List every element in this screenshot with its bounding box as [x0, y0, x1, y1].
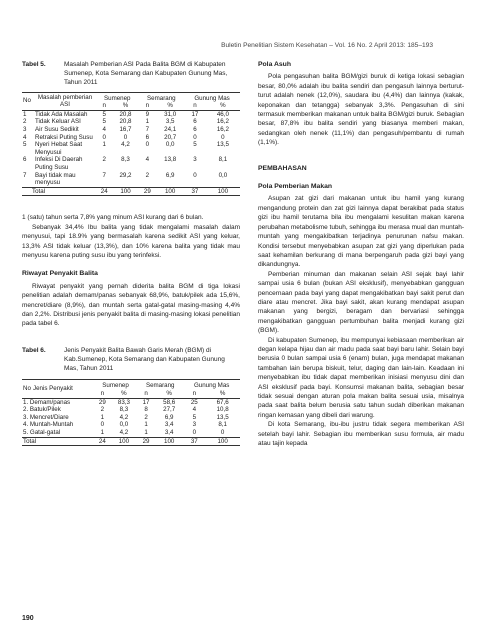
table-cell: 8,3: [119, 406, 129, 414]
table-row: [22, 414, 240, 422]
table-cell: 2: [144, 413, 148, 421]
table-cell: 1: [144, 428, 148, 436]
table-cell: 29: [98, 398, 106, 406]
table-cell: 29: [142, 437, 150, 445]
table-row: [22, 110, 240, 118]
table-row: [22, 406, 240, 414]
table-cell: 6: [193, 125, 197, 133]
table-cell: 0: [193, 133, 197, 141]
table-cell: 0: [221, 133, 225, 141]
table-cell: 4: [23, 133, 27, 141]
table-cell: 5: [23, 141, 27, 149]
table-cell: 7: [23, 171, 27, 179]
table-cell: 5: [102, 118, 106, 126]
left-column: [22, 60, 240, 446]
table-cell: 3,4: [164, 421, 174, 429]
table5-col-masalah: Masalah pemberian ASI: [37, 93, 93, 109]
table-cell: 20,8: [119, 118, 132, 126]
table-row: [22, 172, 240, 188]
table-cell: 29,2: [119, 171, 132, 179]
table-cell: 83,3: [117, 398, 130, 406]
table-row: [22, 398, 240, 406]
table-cell: 16,2: [216, 125, 229, 133]
table-cell: 0: [220, 428, 225, 436]
table-cell: 100: [217, 187, 229, 195]
table-cell: 8: [144, 406, 148, 414]
table-cell: 5: [102, 110, 106, 118]
section-heading-pola-asuh: Pola Asuh: [258, 61, 291, 68]
table-cell: 3. Mencret/Diare: [23, 413, 69, 421]
table-cell: 1: [100, 428, 105, 436]
table-cell: 20,7: [164, 133, 177, 141]
table-row: [22, 134, 240, 142]
table-cell: Air Susu Sedikit: [35, 125, 79, 133]
table-cell: 13,5: [216, 413, 229, 421]
total-label: Total: [23, 437, 37, 445]
left-paragraph-3: Riwayat penyakit yang pernah diderita balita BGM di tiga lokasi penelitian adalah demam/panas sebanyak 68,9%, batuk/pilek ada 15,6%, mencret/diare (8,9%), dan muntah serta gatal-gatal masing-masing 4,4% dan 2,2%. Distribusi jenis penyakit balita di masing-masing lokasi penelitian pada tabel 6.: [22, 282, 240, 328]
table-cell: 4: [145, 156, 150, 164]
table6-col-gunung: Gunung Mas: [193, 382, 230, 390]
right-paragraph-2: Asupan zat gizi dari makanan untuk ibu hamil yang kurang mengandung protein dan zat gizi lainnya dapat berakibat pada status gizi ibu hamil terutama bila ibu mengalami kesulitan makan karena perubahan metabolisme tubuh, sehingga ibu merasa mual dan muntah-muntah yang mengakibatkan terjadinya penurunan nafsu makan. Kondisi tersebut menyebabkan asupan zat gizi yang diperlukan pada saat kehamilan berkurang di mana berpengaruh pada gizi bayi yang dikandungnya.: [258, 195, 464, 269]
table5-caption: [22, 60, 240, 88]
table-cell: 5. Gatal-gatal: [23, 428, 61, 436]
table-cell: 0: [123, 133, 128, 141]
table-cell: 0: [145, 141, 150, 149]
table5-col-no: No: [23, 97, 31, 105]
table6-sub-n: n: [100, 390, 105, 397]
table5-sub-n: n: [193, 102, 197, 110]
table-cell: 4: [192, 406, 197, 414]
table6-caption: [22, 346, 240, 374]
section-heading-riwayat: Riwayat Penyakit Balita: [22, 270, 98, 278]
table-cell: 2. Batuk/Pilek: [23, 406, 61, 414]
section-heading-pembahasan: PEMBAHASAN: [258, 164, 307, 172]
table-cell: 37: [191, 187, 199, 195]
table-cell: Retraksi Puting Susu: [35, 133, 93, 141]
table6-col-jenis: Jenis Penyakit: [33, 385, 73, 393]
section-heading-pola-pemberian: Pola Pemberian Makan: [258, 183, 333, 191]
table-row: [22, 429, 240, 437]
table-cell: 1. Demam/panas: [23, 398, 71, 406]
table-cell: 16,2: [216, 118, 229, 126]
table-total-row: [22, 437, 240, 446]
table6-caption-text: Jenis Penyakit Balita Bawah Garis Merah (BGM) di Kab.Sumenep, Kota Semarang dan Kabupaten Gunung Mas, Tahun 2011: [64, 346, 225, 373]
table-cell: 10,8: [216, 406, 229, 414]
table-cell: 0: [193, 171, 197, 179]
table-row: [22, 421, 240, 429]
table-cell: 7: [102, 171, 106, 179]
table-cell: 13,8: [164, 156, 177, 164]
table5-sub-pct: %: [167, 102, 173, 110]
table6-sub-pct: %: [219, 390, 226, 397]
table-cell: 16,7: [119, 125, 132, 133]
table-cell: Bayi tidak mau menyusu: [35, 171, 76, 187]
table-cell: 17: [191, 110, 199, 118]
table5-sub-pct: %: [122, 102, 129, 110]
table-cell: 0: [192, 428, 197, 436]
table-cell: 5: [193, 141, 197, 149]
table-cell: Nyeri Hebat Saat Menyusui: [35, 141, 83, 156]
table-cell: 46,0: [216, 110, 229, 118]
table-cell: 3: [192, 421, 197, 429]
table-cell: 6: [23, 156, 27, 164]
table-cell: 2: [102, 156, 106, 164]
running-header: Buletin Penelitian Sistem Kesehatan – Vol. 16 No. 2 April 2013: 185–193: [221, 42, 433, 49]
table-cell: 8,1: [218, 156, 228, 164]
table-cell: 100: [164, 437, 175, 445]
table5-sub-pct: %: [220, 102, 226, 110]
table-cell: 13,5: [216, 141, 229, 149]
table-cell: 1: [100, 413, 105, 421]
table6: [22, 379, 240, 446]
table6-sub-n: n: [144, 390, 148, 397]
table-cell: 0,0: [119, 421, 129, 429]
table-cell: 2: [23, 118, 27, 126]
table-cell: 0: [100, 421, 105, 429]
table-cell: 58,6: [163, 398, 176, 406]
table-total-row: [22, 187, 240, 196]
table-cell: 25: [190, 398, 198, 406]
table-cell: 2: [145, 171, 150, 179]
table-cell: 3: [193, 156, 197, 164]
right-paragraph-1: Pola pengasuhan balita BGM/gizi buruk di ketiga lokasi sebagian besar, 80,0% adalah ibu balita sendiri dan pengasuh lainnya berturut-turut adalah nenek (12,0%), saudara ibu (4,4%) dan lainnya (kakak, keponakan dan tetangga) sebanyak 3,3%. Pengasuhan di sini termasuk memberikan makanan untuk balita BGM/gizi buruk. Sebagian besar, 87,8% ibu balita sendiri yang biasanya memberi makan, sedangkan oleh nenek (11,1%) dan pengasuh/pembantu di rumah (1,1%).: [258, 73, 464, 147]
table-cell: 8,3: [121, 156, 130, 164]
table-cell: 6: [193, 118, 197, 126]
table-cell: 4,2: [119, 428, 129, 436]
table6-col-semarang: Semarang: [145, 382, 175, 390]
table-cell: 100: [164, 187, 176, 195]
table-row: [22, 118, 240, 126]
left-paragraph-1: 1 (satu) tahun serta 7,8% yang minum ASI kurang dari 6 bulan.: [22, 214, 204, 222]
table5-caption-text: Masalah Pemberian ASI Pada Balita BGM di Kabupaten Sumenep, Kota Semarang dan Kabupaten Gunung Mas, Tahun 2011: [64, 61, 228, 87]
table-cell: 6,9: [164, 413, 174, 421]
table-cell: 100: [118, 437, 130, 445]
table6-sub-n: n: [192, 390, 197, 397]
table-row: [22, 126, 240, 134]
table-cell: 6,9: [165, 171, 175, 179]
table-cell: 2: [100, 406, 105, 414]
table5-col-semarang: Semarang: [147, 94, 176, 102]
table5: [22, 92, 240, 197]
right-paragraph-3: Pemberian minuman dan makanan selain ASI sejak bayi lahir sampai usia 6 bulan (bukan ASI eksklusif), menyebabkan gangguan pencernaan pada bayi yang dapat mengakibatkan bayi sakit perut dan diare atau mencret. Jika bayi sakit, akan kurang mendapat asupan makanan yang bergizi, beragam dan bervariasi sehingga mengakibatkan gangguan pertumbuhan balita menjadi kurang gizi (BGM).: [258, 270, 464, 335]
table-cell: 24: [98, 437, 106, 445]
table6-col-sumenep: Sumenep: [102, 382, 129, 390]
table5-sub-n: n: [145, 102, 150, 110]
table-cell: 0,0: [165, 141, 175, 149]
table-cell: 24: [100, 187, 108, 195]
table-cell: 5: [192, 413, 197, 421]
table-cell: 27,7: [163, 406, 176, 414]
table-cell: 4,2: [121, 141, 130, 149]
table-cell: 4. Muntah-Muntah: [23, 421, 74, 429]
right-paragraph-4: Di kabupaten Sumenep, ibu mempunyai kebiasaan memberikan air degan kelapa hijau dan air madu pada saat bayi baru lahir. Selain bayi berusia 0 bulan sampai usia 6 (enam) bulan, juga mendapat makanan tambahan lain berupa biskuit, telur, daging dan lain-lain. Keadaan ini menyebabkan ibu tidak dapat memberikan inisiasi menyusu dini dan ASI eksklusif pada bayi. Konsumsi makanan balita, sebagian besar tidak sesuai dengan aturan pola makan balita sesuai usia, misalnya pada saat balita belum berusia satu tahun sudah diberikan makanan ringan kemasan yang dibeli dari warung.: [258, 336, 464, 419]
table6-sub-pct: %: [121, 390, 127, 397]
table-cell: 7: [145, 125, 150, 133]
table6-label: Tabel 6.: [22, 346, 46, 354]
page-number: 190: [22, 615, 34, 622]
table5-col-gunung: Gunung Mas: [194, 94, 230, 102]
table-cell: Tidak Keluar ASI: [35, 118, 81, 126]
table-cell: 4,2: [119, 413, 129, 421]
right-column: [258, 60, 464, 448]
table-row: [22, 156, 240, 171]
table-cell: 0: [102, 133, 106, 141]
table-cell: 20,8: [119, 110, 132, 118]
left-paragraph-2: Sebanyak 34,4% Ibu balita yang tidak mengalami masalah dalam menyusui, tapi 18.9% yang bermasalah karena sedikit ASI yang keluar, 13,3% ASI tidak keluar (13,3%), dan 10% karena balita yang tidak mau menyusu karena puting susu ibu yang terinfeksi.: [22, 223, 240, 259]
table-cell: Infeksi Di Daerah Puting Susu: [35, 156, 83, 171]
table6-sub-pct: %: [166, 390, 172, 397]
table-cell: 37: [190, 437, 198, 445]
table-cell: 1: [144, 421, 148, 429]
table-cell: 24,1: [164, 125, 177, 133]
table-cell: 1: [23, 110, 27, 118]
right-paragraph-5: Di kota Semarang, ibu-ibu justru tidak segera memberikan ASI setelah bayi lahir. Sebagian ibu memberikan susu formula, air madu atau tajin kepada: [258, 421, 464, 448]
table5-label: Tabel 5.: [22, 61, 46, 68]
total-label: Total: [32, 187, 46, 195]
table5-sub-n: n: [102, 102, 106, 110]
table-row: [22, 141, 240, 156]
table-cell: 0,0: [218, 171, 228, 179]
table-cell: 4: [102, 125, 106, 133]
table-cell: 8,1: [218, 421, 227, 429]
table-cell: 67,6: [216, 398, 229, 406]
table-cell: 3,4: [164, 428, 174, 436]
table-cell: 31,0: [164, 110, 177, 118]
table-cell: 3: [23, 125, 27, 133]
table-cell: 3,5: [165, 118, 175, 126]
table5-col-sumenep: Sumenep: [104, 94, 131, 102]
table-cell: 100: [120, 187, 131, 195]
table-cell: 17: [142, 398, 150, 406]
table-cell: Tidak Ada Masalah: [35, 110, 88, 118]
table-cell: 6: [145, 133, 150, 141]
table-cell: 1: [102, 141, 106, 149]
table-cell: 29: [143, 187, 151, 195]
table-cell: 100: [217, 437, 228, 445]
table6-col-no: No: [23, 385, 31, 393]
table-cell: 1: [145, 118, 150, 126]
table-cell: 9: [145, 110, 150, 118]
